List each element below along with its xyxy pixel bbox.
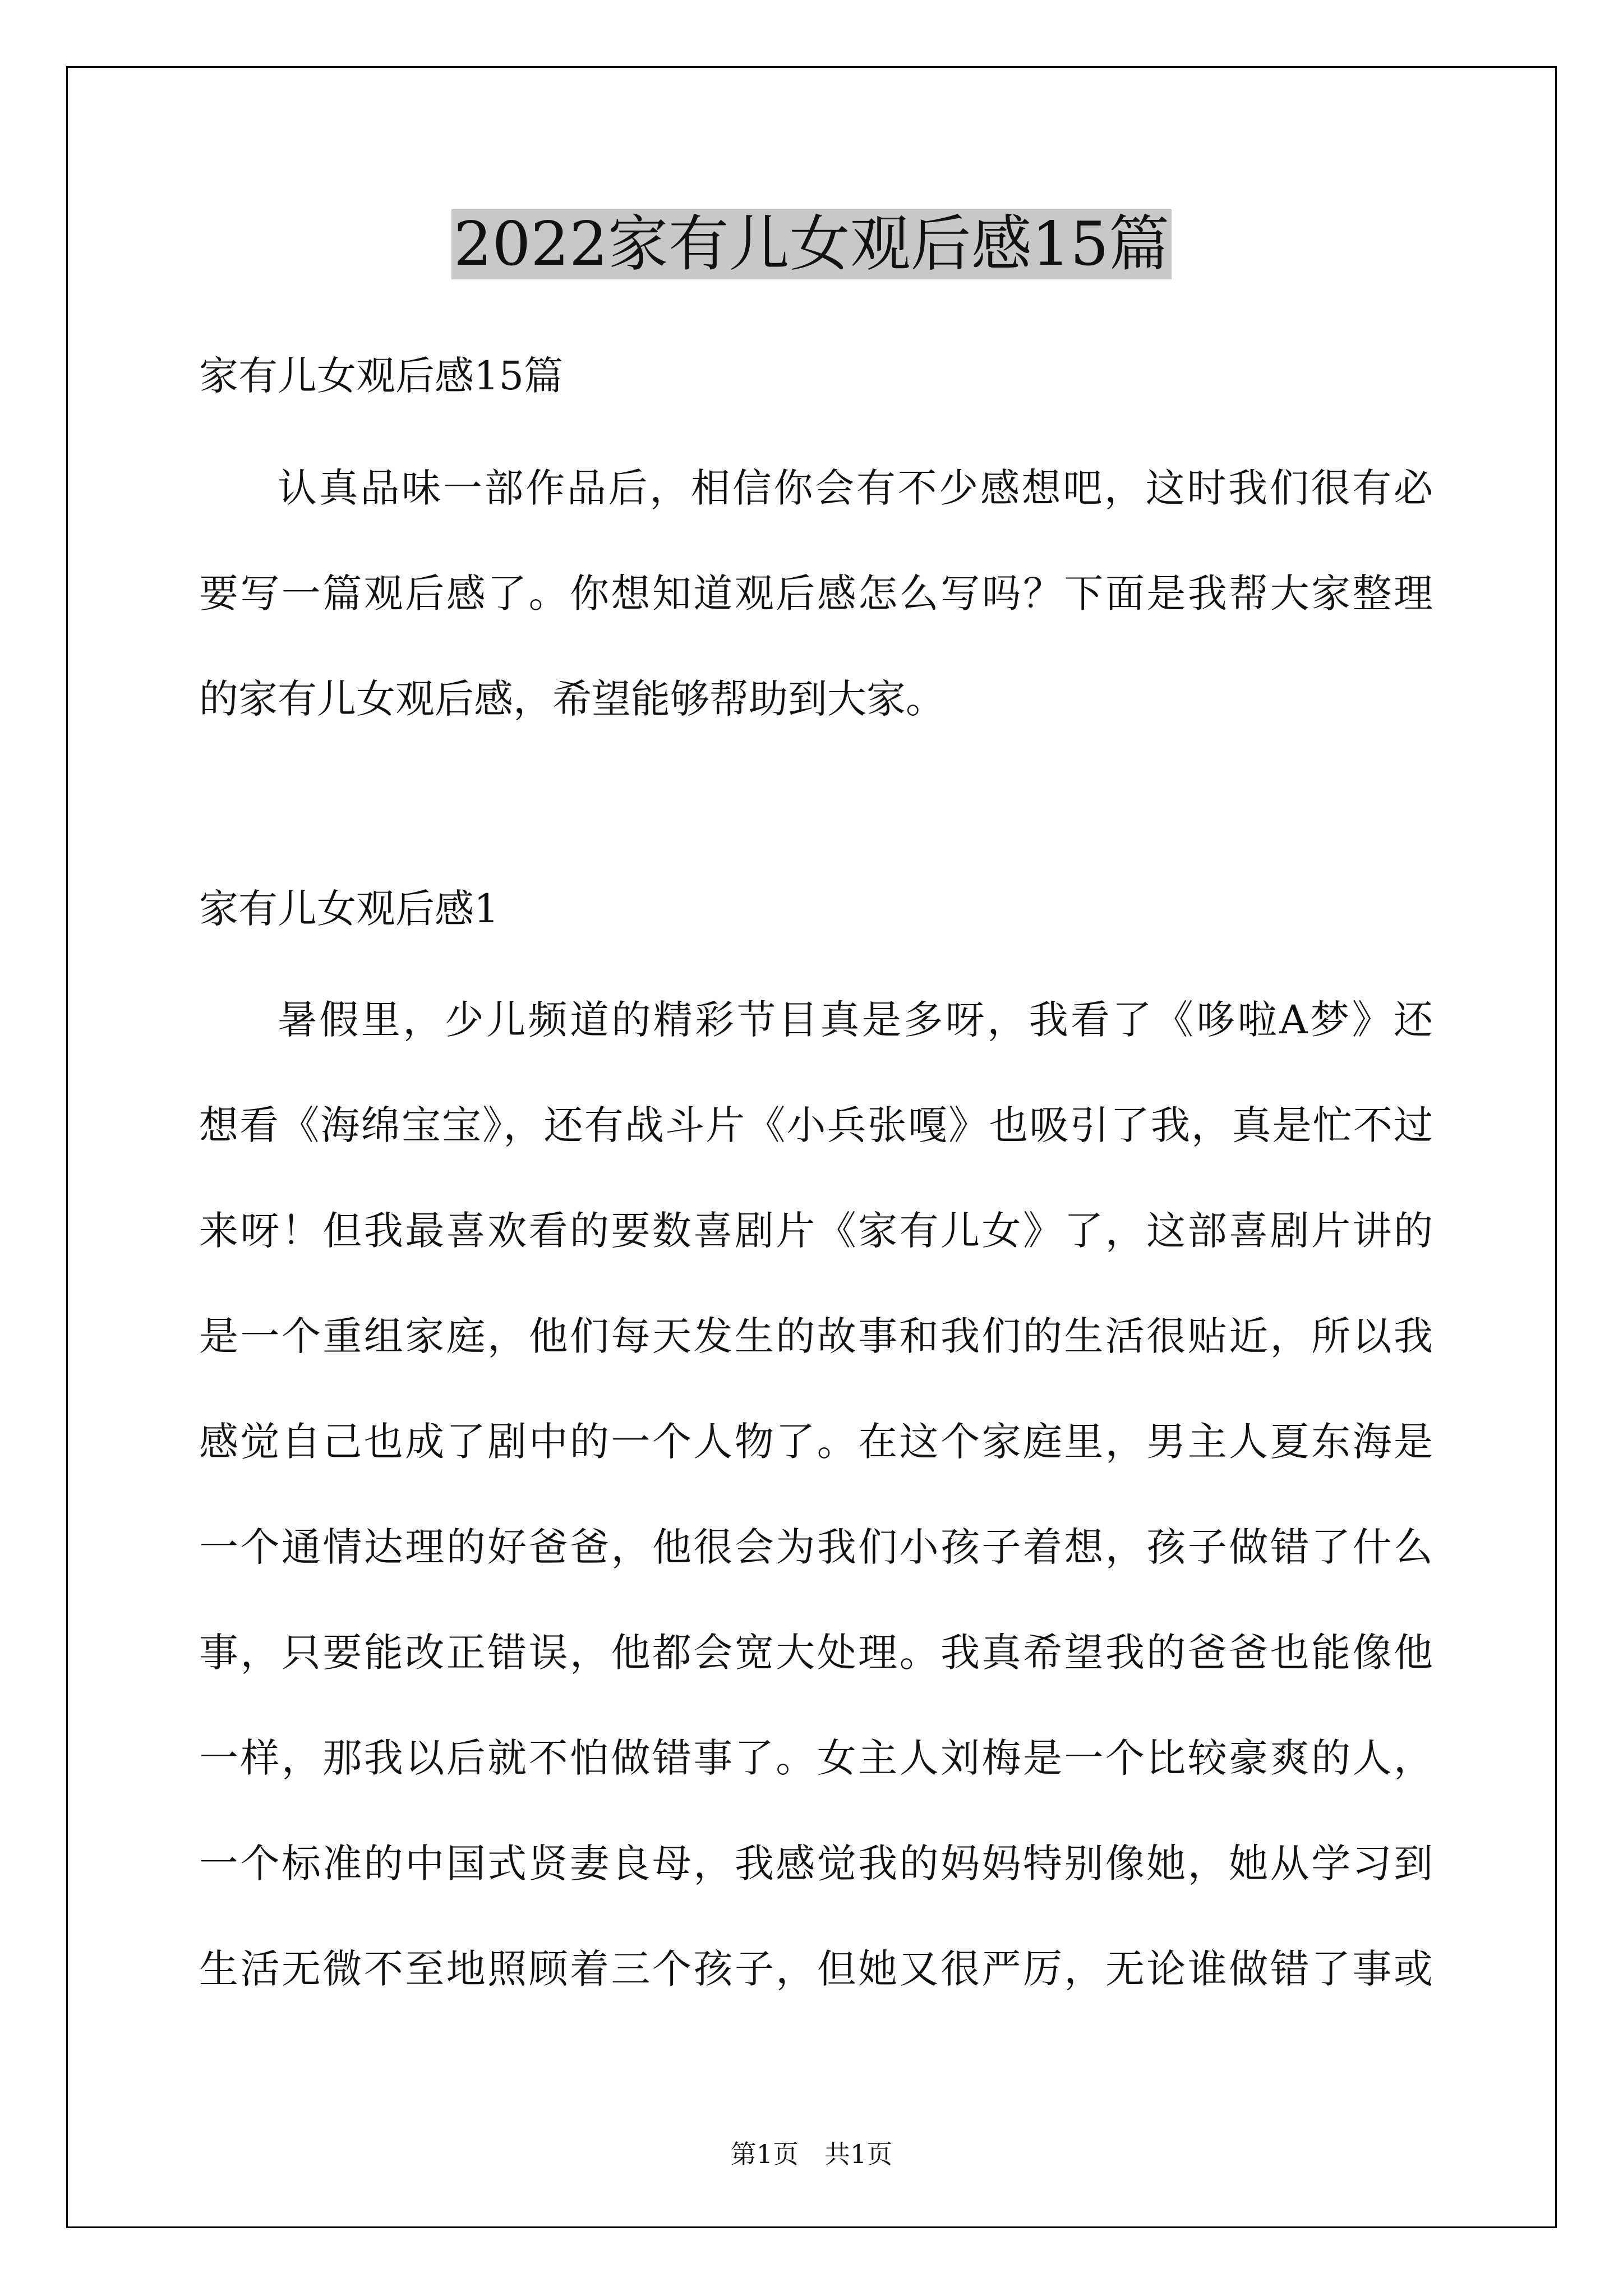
body-line-4: 是一个重组家庭，他们每天发生的故事和我们的生活很贴近，所以我 (199, 1313, 1433, 1359)
document-title: 2022家有儿女观后感15篇 (0, 204, 1623, 286)
intro-line-3: 的家有儿女观后感，希望能够帮助到大家。 (199, 676, 945, 722)
intro-line-2: 要写一篇观后感了。你想知道观后感怎么写吗？下面是我帮大家整理 (199, 570, 1433, 616)
body-line-6: 一个通情达理的好爸爸，他很会为我们小孩子着想，孩子做错了什么 (199, 1524, 1433, 1570)
body-line-5: 感觉自己也成了剧中的一个人物了。在这个家庭里，男主人夏东海是 (199, 1419, 1433, 1465)
body-line-9: 一个标准的中国式贤妻良母，我感觉我的妈妈特别像她，她从学习到 (199, 1841, 1433, 1887)
body-line-8: 一样，那我以后就不怕做错事了。女主人刘梅是一个比较豪爽的人， (199, 1735, 1433, 1781)
body-line-10: 生活无微不至地照顾着三个孩子，但她又很严厉，无论谁做错了事或 (199, 1946, 1433, 1992)
body-line-7: 事，只要能改正错误，他都会宽大处理。我真希望我的爸爸也能像他 (199, 1630, 1433, 1676)
body-line-2: 想看《海绵宝宝》，还有战斗片《小兵张嘎》也吸引了我，真是忙不过 (199, 1102, 1433, 1148)
intro-line-1: 认真品味一部作品后，相信你会有不少感想吧，这时我们很有必 (278, 465, 1433, 511)
subtitle: 家有儿女观后感15篇 (199, 353, 564, 399)
page-footer: 第1页 共1页 (730, 2139, 893, 2169)
body-line-1: 暑假里，少儿频道的精彩节目真是多呀，我看了《哆啦A梦》还 (278, 997, 1433, 1043)
section-heading: 家有儿女观后感1 (199, 886, 499, 932)
body-line-3: 来呀！但我最喜欢看的要数喜剧片《家有儿女》了，这部喜剧片讲的 (199, 1208, 1433, 1254)
